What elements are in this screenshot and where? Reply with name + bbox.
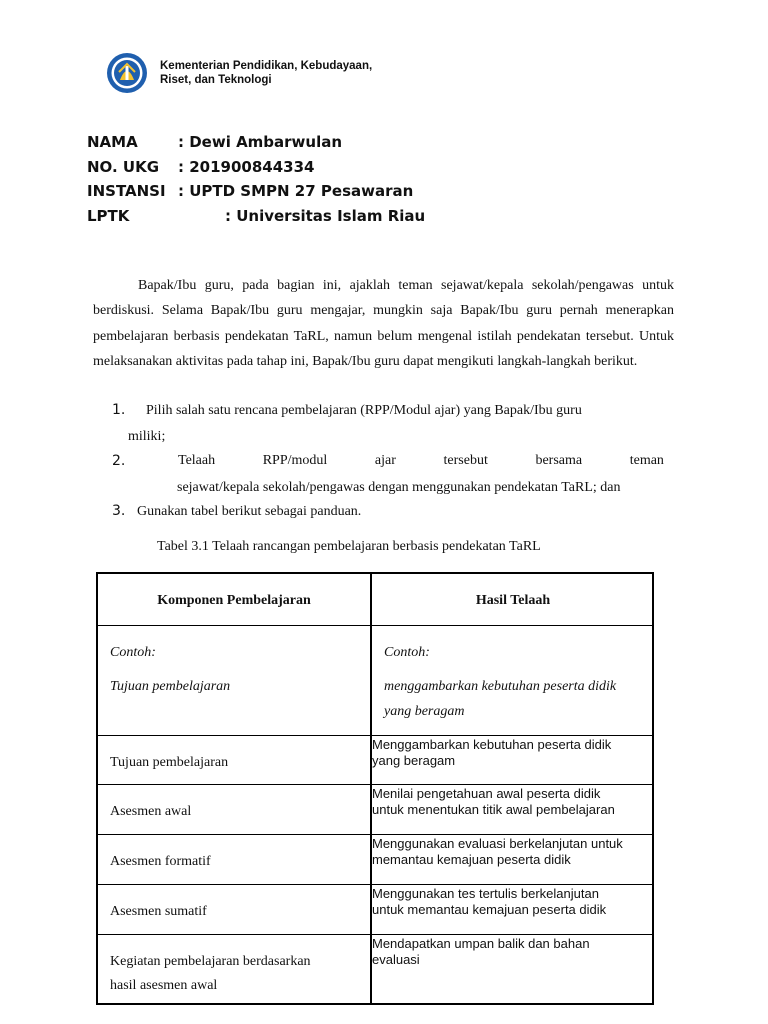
step-number: 1. (112, 402, 126, 418)
lptk-label: LPTK (87, 206, 130, 225)
table-row-komponen-cont: hasil asesmen awal (110, 978, 218, 993)
ukg-label: NO. UKG (87, 157, 160, 176)
ministry-logo-icon (106, 52, 148, 94)
hasil-line: Menggunakan evaluasi berkelanjutan untuk (372, 836, 623, 851)
example-left-title: Contoh: (110, 645, 156, 660)
step-text: Gunakan tabel berikut sebagai panduan. (137, 504, 362, 519)
step-word: teman (629, 453, 664, 468)
instansi-label: INSTANSI (87, 182, 166, 200)
intro-text: Bapak/Ibu guru, pada bagian ini, ajaklah teman sejawat/kepala sekolah/pengawas untuk berdiskusi. Selama Bapak/Ibu guru mengajar, mungkin saja Bapak/Ibu guru pernah menerapkan pembelajaran berbasis pendekatan TaRL, namun belum mengenal istilah pendekatan tersebut. Untuk melaksanakan aktivitas pada tahap ini, Bapak/Ibu guru dapat mengikuti langkah-langkah berikut. (93, 278, 674, 369)
ukg-value: : 201900844334 (178, 157, 315, 176)
ministry-name (160, 59, 372, 87)
row-divider (98, 834, 652, 835)
nama-label: NAMA (87, 133, 138, 151)
example-right-line-1: menggambarkan kebutuhan peserta didik (384, 679, 617, 694)
ministry-line-1: Kementerian Pendidikan, Kebudayaan, (160, 60, 373, 72)
row-divider (98, 784, 652, 785)
hasil-line: untuk memantau kemajuan peserta didik (372, 902, 607, 917)
hasil-line: untuk menentukan titik awal pembelajaran (372, 802, 615, 817)
hasil-line: memantau kemajuan peserta didik (372, 852, 571, 867)
column-header-komponen: Komponen Pembelajaran (157, 593, 311, 608)
table-row-komponen: Tujuan pembelajaran (110, 755, 229, 770)
row-divider (98, 735, 652, 736)
step-word: ajar (374, 453, 396, 468)
step-text (178, 453, 664, 469)
table-row-komponen: Kegiatan pembelajaran berdasarkan (110, 954, 311, 969)
step-number: 2. (112, 453, 126, 469)
table-row-komponen: Asesmen sumatif (110, 904, 207, 919)
row-divider (98, 625, 652, 626)
table-row-hasil (372, 836, 623, 868)
column-header-hasil: Hasil Telaah (475, 593, 551, 608)
step-number: 3. (112, 503, 126, 519)
lptk-value: : Universitas Islam Riau (225, 206, 426, 225)
hasil-line: yang beragam (372, 753, 456, 768)
instansi-value: : UPTD SMPN 27 Pesawaran (178, 182, 414, 200)
hasil-line: Mendapatkan umpan balik dan bahan (372, 936, 590, 951)
example-right-line-2: yang beragam (384, 704, 465, 719)
table-row-hasil (372, 737, 611, 769)
row-divider (98, 934, 652, 935)
step-text: Pilih salah satu rencana pembelajaran (RPP/Modul ajar) yang Bapak/Ibu guru (146, 403, 582, 418)
example-right-title: Contoh: (384, 645, 430, 660)
nama-value: : Dewi Ambarwulan (178, 133, 343, 151)
hasil-line: Menilai pengetahuan awal peserta didik (372, 786, 601, 801)
ministry-line-2: Riset, dan Teknologi (160, 74, 272, 86)
table-row-hasil (372, 786, 615, 818)
table-row-hasil (372, 886, 606, 918)
hasil-line: Menggambarkan kebutuhan peserta didik (372, 737, 612, 752)
step-word: Telaah (178, 453, 216, 468)
example-left-text: Tujuan pembelajaran (110, 679, 231, 694)
table-caption: Tabel 3.1 Telaah rancangan pembelajaran berbasis pendekatan TaRL (157, 539, 541, 554)
row-divider (98, 884, 652, 885)
step-text-cont: miliki; (128, 429, 166, 444)
step-word: bersama (535, 453, 583, 468)
step-word: tersebut (443, 453, 488, 468)
intro-paragraph (93, 273, 674, 374)
table-row-komponen: Asesmen awal (110, 804, 192, 819)
hasil-line: evaluasi (372, 952, 420, 967)
table-row-komponen: Asesmen formatif (110, 854, 211, 869)
step-word: RPP/modul (262, 453, 328, 468)
table-row-hasil (372, 936, 590, 968)
review-table (96, 572, 654, 1005)
step-text-cont: sejawat/kepala sekolah/pengawas dengan menggunakan pendekatan TaRL; dan (177, 480, 621, 495)
hasil-line: Menggunakan tes tertulis berkelanjutan (372, 886, 599, 901)
